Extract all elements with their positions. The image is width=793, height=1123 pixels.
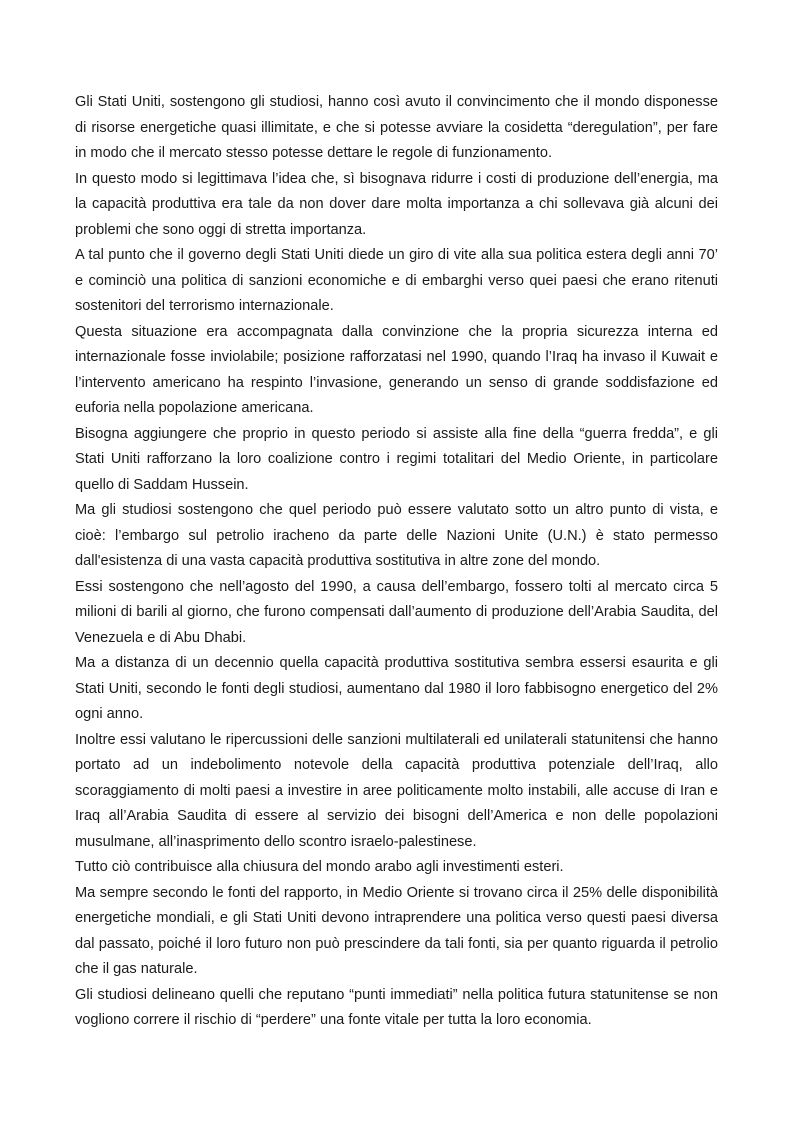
paragraph: Bisogna aggiungere che proprio in questo periodo si assiste alla fine della “guerra fredda”, e gli Stati Uniti rafforzano la loro coalizione contro i regimi totalitari del Medio Oriente, in particolare quello di Saddam Hussein. [75, 425, 718, 493]
paragraph: Gli Stati Uniti, sostengono gli studiosi, hanno così avuto il convincimento che il mondo disponesse di risorse energetiche quasi illimitate, e che si potesse avviare la cosidetta “deregulation”, per fare in modo che il mercato stesso potesse dettare le regole di funzionamento. [75, 94, 718, 161]
paragraph: Inoltre essi valutano le ripercussioni delle sanzioni multilaterali ed unilaterali statunitensi che hanno portato ad un indebolimento notevole della capacità produttiva potenziale dell’Iraq, allo scoraggiamento di molti paesi a investire in aree politicamente molto instabili, alle accuse di Iran e Iraq all’Arabia Saudita di essere al servizio dei bisogni dell’America e non delle popolazioni musulmane, all’inasprimento dello scontro israelo-palestinese. [75, 731, 718, 850]
paragraph: Ma a distanza di un decennio quella capacità produttiva sostitutiva sembra essersi esaurita e gli Stati Uniti, secondo le fonti degli studiosi, aumentano dal 1980 il loro fabbisogno energetico del 2% ogni anno. [75, 655, 718, 722]
paragraph: Ma sempre secondo le fonti del rapporto, in Medio Oriente si trovano circa il 25% delle disponibilità energetiche mondiali, e gli Stati Uniti devono intraprendere una politica verso questi paesi diversa dal passato, poiché il loro futuro non può prescindere da tali fonti, sia per quanto riguarda il petrolio che il gas naturale. [75, 884, 718, 977]
document-body [75, 90, 718, 1034]
paragraph: In questo modo si legittimava l’idea che, sì bisognava ridurre i costi di produzione dell’energia, ma la capacità produttiva era tale da non dover dare molta importanza a chi sollevava già alcuni dei problemi che sono oggi di stretta importanza. [75, 170, 718, 238]
paragraph: Questa situazione era accompagnata dalla convinzione che la propria sicurezza interna ed internazionale fosse inviolabile; posizione rafforzatasi nel 1990, quando l’Iraq ha invaso il Kuwait e l’intervento americano ha respinto l’invasione, generando un senso di grande soddisfazione ed euforia nella popolazione americana. [75, 323, 718, 416]
paragraph: Tutto ciò contribuisce alla chiusura del mondo arabo agli investimenti esteri. [75, 859, 564, 875]
paragraph: Essi sostengono che nell’agosto del 1990, a causa dell’embargo, fossero tolti al mercato circa 5 milioni di barili al giorno, che furono compensati dall’aumento di produzione dell’Arabia Saudita, del Venezuela e di Abu Dhabi. [75, 578, 718, 646]
paragraph: A tal punto che il governo degli Stati Uniti diede un giro di vite alla sua politica estera degli anni 70’ e cominciò una politica di sanzioni economiche e di embarghi verso quei paesi che erano ritenuti sostenitori del terrorismo internazionale. [75, 247, 718, 314]
paragraph: Gli studiosi delineano quelli che reputano “punti immediati” nella politica futura statunitense se non vogliono correre il rischio di “perdere” una fonte vitale per tutta la loro economia. [75, 986, 718, 1028]
paragraph: Ma gli studiosi sostengono che quel periodo può essere valutato sotto un altro punto di vista, e cioè: l’embargo sul petrolio iracheno da parte delle Nazioni Unite (U.N.) è stato permesso dall'esistenza di una vasta capacità produttiva sostitutiva in altre zone del mondo. [75, 502, 718, 569]
